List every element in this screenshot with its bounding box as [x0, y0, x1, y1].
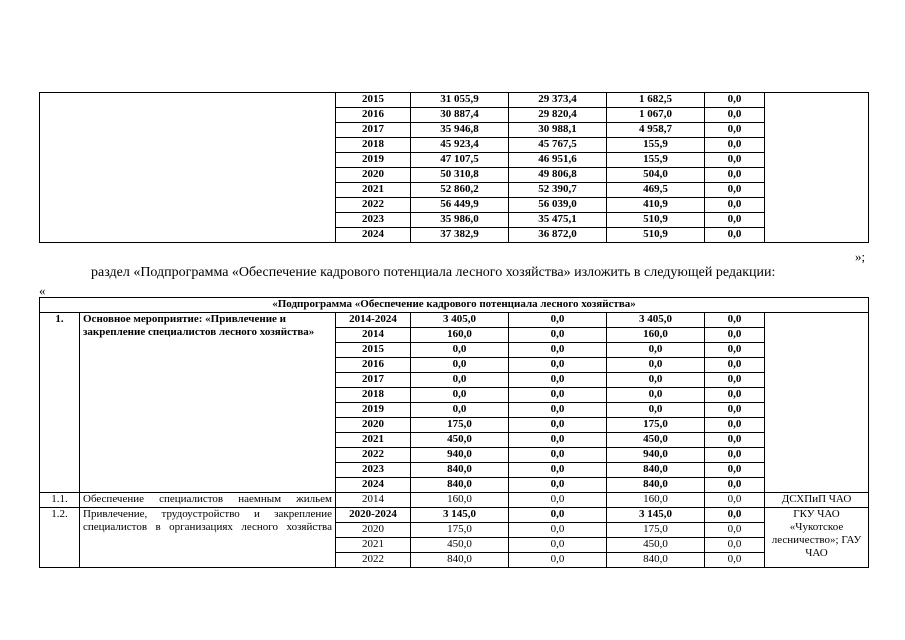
total-cell: 840,0 [411, 478, 509, 493]
value-cell: 0,0 [705, 313, 765, 328]
value-cell: 0,0 [705, 493, 765, 508]
value-cell: 0,0 [607, 358, 705, 373]
subprogram-title: «Подпрограмма «Обеспечение кадрового потенциала лесного хозяйства» [40, 298, 869, 313]
value-cell: 0,0 [705, 198, 765, 213]
year-cell: 2020 [336, 168, 411, 183]
executor-cell: ГКУ ЧАО «Чукотское лесничество»; ГАУ ЧАО [765, 508, 869, 568]
value-cell: 0,0 [509, 448, 607, 463]
value-cell: 0,0 [509, 478, 607, 493]
value-cell: 0,0 [705, 138, 765, 153]
total-cell: 0,0 [411, 403, 509, 418]
total-cell: 50 310,8 [411, 168, 509, 183]
year-cell: 2019 [336, 153, 411, 168]
value-cell: 30 988,1 [509, 123, 607, 138]
value-cell: 0,0 [705, 328, 765, 343]
executor-cell: ДСХПиП ЧАО [765, 493, 869, 508]
row-number: 1.2. [40, 508, 80, 568]
value-cell: 0,0 [607, 343, 705, 358]
value-cell: 36 872,0 [509, 228, 607, 243]
top-funding-table [39, 92, 869, 243]
total-cell: 35 946,8 [411, 123, 509, 138]
value-cell: 940,0 [607, 448, 705, 463]
empty-cell [40, 93, 336, 243]
value-cell: 0,0 [705, 478, 765, 493]
value-cell: 0,0 [509, 433, 607, 448]
total-cell: 45 923,4 [411, 138, 509, 153]
value-cell: 56 039,0 [509, 198, 607, 213]
value-cell: 155,9 [607, 138, 705, 153]
amendment-paragraph: раздел «Подпрограмма «Обеспечение кадрового потенциала лесного хозяйства» изложить в следующей редакции: [91, 265, 776, 280]
value-cell: 0,0 [705, 183, 765, 198]
value-cell: 840,0 [607, 553, 705, 568]
year-cell: 2020 [336, 418, 411, 433]
value-cell: 49 806,8 [509, 168, 607, 183]
total-cell: 160,0 [411, 328, 509, 343]
value-cell: 0,0 [509, 553, 607, 568]
value-cell: 1 682,5 [607, 93, 705, 108]
total-cell: 840,0 [411, 553, 509, 568]
value-cell: 0,0 [705, 108, 765, 123]
year-cell: 2024 [336, 228, 411, 243]
value-cell: 0,0 [705, 388, 765, 403]
value-cell: 0,0 [509, 313, 607, 328]
executor-cell [765, 313, 869, 493]
year-cell: 2014 [336, 493, 411, 508]
total-cell: 175,0 [411, 523, 509, 538]
total-cell: 450,0 [411, 433, 509, 448]
value-cell: 0,0 [705, 448, 765, 463]
value-cell: 0,0 [607, 373, 705, 388]
year-cell: 2022 [336, 448, 411, 463]
value-cell: 410,9 [607, 198, 705, 213]
value-cell: 0,0 [509, 388, 607, 403]
value-cell: 0,0 [705, 463, 765, 478]
value-cell: 0,0 [705, 373, 765, 388]
row-number: 1. [40, 313, 80, 493]
value-cell: 504,0 [607, 168, 705, 183]
table-row [40, 493, 869, 508]
row-number: 1.1. [40, 493, 80, 508]
opening-quote: « [39, 283, 46, 298]
total-cell: 30 887,4 [411, 108, 509, 123]
value-cell: 0,0 [705, 508, 765, 523]
value-cell: 0,0 [705, 553, 765, 568]
closing-quote: »; [855, 249, 866, 264]
total-cell: 840,0 [411, 463, 509, 478]
year-cell: 2015 [336, 93, 411, 108]
value-cell: 0,0 [607, 388, 705, 403]
total-cell: 0,0 [411, 343, 509, 358]
year-cell: 2019 [336, 403, 411, 418]
year-cell: 2020-2024 [336, 508, 411, 523]
value-cell: 0,0 [509, 403, 607, 418]
total-cell: 35 986,0 [411, 213, 509, 228]
value-cell: 0,0 [705, 153, 765, 168]
value-cell: 0,0 [705, 123, 765, 138]
table-row [40, 313, 869, 328]
year-cell: 2022 [336, 553, 411, 568]
value-cell: 0,0 [705, 213, 765, 228]
value-cell: 29 373,4 [509, 93, 607, 108]
year-cell: 2021 [336, 538, 411, 553]
year-cell: 2018 [336, 138, 411, 153]
table-row [40, 508, 869, 523]
value-cell: 35 475,1 [509, 213, 607, 228]
year-cell: 2014-2024 [336, 313, 411, 328]
total-cell: 56 449,9 [411, 198, 509, 213]
value-cell: 0,0 [705, 433, 765, 448]
value-cell: 45 767,5 [509, 138, 607, 153]
year-cell: 2016 [336, 108, 411, 123]
value-cell: 0,0 [509, 508, 607, 523]
value-cell: 0,0 [705, 403, 765, 418]
total-cell: 940,0 [411, 448, 509, 463]
value-cell: 0,0 [509, 523, 607, 538]
value-cell: 0,0 [705, 358, 765, 373]
value-cell: 0,0 [509, 463, 607, 478]
total-cell: 37 382,9 [411, 228, 509, 243]
total-cell: 47 107,5 [411, 153, 509, 168]
table-row [40, 93, 869, 108]
value-cell: 3 145,0 [607, 508, 705, 523]
year-cell: 2018 [336, 388, 411, 403]
value-cell: 175,0 [607, 418, 705, 433]
value-cell: 450,0 [607, 538, 705, 553]
year-cell: 2020 [336, 523, 411, 538]
value-cell: 0,0 [509, 493, 607, 508]
value-cell: 0,0 [705, 93, 765, 108]
value-cell: 0,0 [705, 523, 765, 538]
value-cell: 0,0 [509, 418, 607, 433]
total-cell: 175,0 [411, 418, 509, 433]
value-cell: 0,0 [705, 228, 765, 243]
year-cell: 2024 [336, 478, 411, 493]
value-cell: 46 951,6 [509, 153, 607, 168]
value-cell: 3 405,0 [607, 313, 705, 328]
value-cell: 0,0 [607, 403, 705, 418]
total-cell: 3 145,0 [411, 508, 509, 523]
year-cell: 2023 [336, 213, 411, 228]
value-cell: 450,0 [607, 433, 705, 448]
value-cell: 160,0 [607, 493, 705, 508]
measure-name: Привлечение, трудоустройство и закрепление специалистов в организациях лесного хозяйства [80, 508, 336, 568]
value-cell: 0,0 [705, 168, 765, 183]
year-cell: 2021 [336, 433, 411, 448]
subprogram-table [39, 297, 869, 568]
year-cell: 2014 [336, 328, 411, 343]
total-cell: 3 405,0 [411, 313, 509, 328]
total-cell: 0,0 [411, 358, 509, 373]
empty-cell [765, 93, 869, 243]
value-cell: 0,0 [509, 538, 607, 553]
value-cell: 4 958,7 [607, 123, 705, 138]
year-cell: 2015 [336, 343, 411, 358]
value-cell: 52 390,7 [509, 183, 607, 198]
year-cell: 2017 [336, 123, 411, 138]
value-cell: 160,0 [607, 328, 705, 343]
value-cell: 0,0 [705, 418, 765, 433]
total-cell: 52 860,2 [411, 183, 509, 198]
value-cell: 155,9 [607, 153, 705, 168]
year-cell: 2017 [336, 373, 411, 388]
value-cell: 29 820,4 [509, 108, 607, 123]
total-cell: 450,0 [411, 538, 509, 553]
value-cell: 510,9 [607, 213, 705, 228]
value-cell: 0,0 [509, 343, 607, 358]
value-cell: 0,0 [509, 328, 607, 343]
value-cell: 0,0 [705, 538, 765, 553]
value-cell: 840,0 [607, 463, 705, 478]
total-cell: 160,0 [411, 493, 509, 508]
total-cell: 0,0 [411, 388, 509, 403]
measure-name: Основное мероприятие: «Привлечение и закрепление специалистов лесного хозяйства» [80, 313, 336, 493]
measure-name: Обеспечение специалистов наемным жильем [80, 493, 336, 508]
value-cell: 0,0 [509, 373, 607, 388]
value-cell: 510,9 [607, 228, 705, 243]
value-cell: 1 067,0 [607, 108, 705, 123]
year-cell: 2021 [336, 183, 411, 198]
year-cell: 2022 [336, 198, 411, 213]
value-cell: 469,5 [607, 183, 705, 198]
value-cell: 0,0 [705, 343, 765, 358]
value-cell: 175,0 [607, 523, 705, 538]
value-cell: 840,0 [607, 478, 705, 493]
total-cell: 0,0 [411, 373, 509, 388]
year-cell: 2016 [336, 358, 411, 373]
total-cell: 31 055,9 [411, 93, 509, 108]
year-cell: 2023 [336, 463, 411, 478]
value-cell: 0,0 [509, 358, 607, 373]
